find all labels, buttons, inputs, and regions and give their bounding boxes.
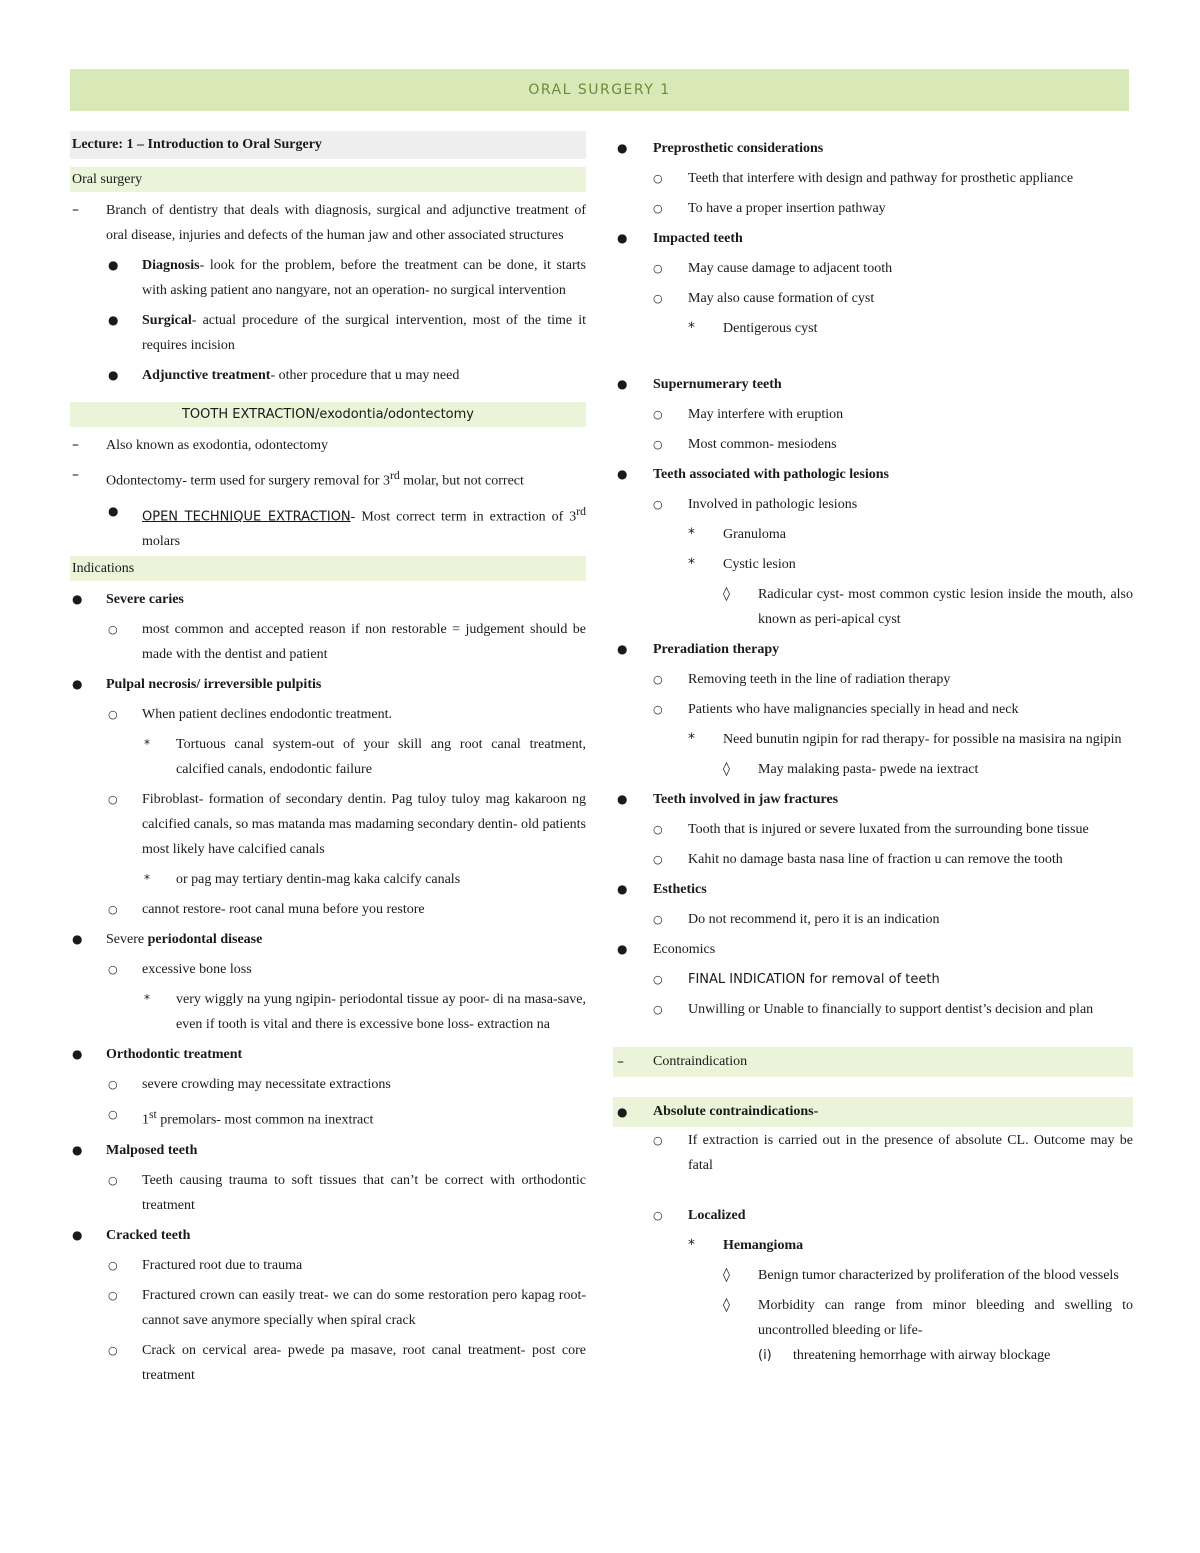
list-item: ● Severe caries (70, 587, 586, 612)
bullet-marker: ● (617, 792, 628, 806)
bullet-marker: ● (72, 932, 83, 947)
circle-marker: ○ (108, 1173, 118, 1187)
list-item: ● Teeth associated with pathologic lesions (613, 462, 1133, 487)
star-marker: * (688, 731, 695, 747)
circle-marker: ○ (108, 1108, 118, 1122)
section-tooth-extraction: TOOTH EXTRACTION/exodontia/odontectomy (70, 402, 586, 427)
circle-marker: ○ (653, 498, 663, 511)
bullet-marker: ● (617, 1105, 628, 1119)
dash-marker: – (72, 437, 79, 453)
list-item: – Branch of dentistry that deals with diagnosis, surgical and adjunctive treatment of oral disease, injuries and defects of the human jaw and other associated structures (70, 198, 586, 248)
dash-marker: – (617, 1054, 624, 1070)
list-item: ○ severe crowding may necessitate extractions (70, 1072, 586, 1097)
star-marker: * (144, 737, 150, 752)
list-item: ◊ Benign tumor characterized by proliferation of the blood vessels (613, 1263, 1133, 1288)
bullet-marker: ● (72, 1227, 83, 1242)
list-item: ● Diagnosis- look for the problem, before the treatment can be done, it starts with asking patient ano nangyare, not an operation- no surgical intervention (70, 253, 586, 303)
list-item: ● Economics (613, 937, 1133, 962)
list-item: ● OPEN TECHNIQUE EXTRACTION- Most correct term in extraction of 3rd molars (70, 499, 586, 555)
diamond-marker: ◊ (723, 761, 730, 777)
circle-marker: ○ (653, 703, 663, 716)
circle-marker: ○ (653, 1003, 663, 1016)
bullet-marker: ● (617, 882, 628, 896)
list-item: ● Cracked teeth (70, 1223, 586, 1248)
list-item: ○ most common and accepted reason if non restorable = judgement should be made with the dentist and patient (70, 617, 586, 667)
list-item: ○ Most common- mesiodens (613, 432, 1133, 457)
circle-marker: ○ (653, 1134, 663, 1147)
list-item: ○ 1st premolars- most common na inextract (70, 1102, 586, 1133)
section-oral-surgery: Oral surgery (70, 167, 586, 192)
list-item: ○ When patient declines endodontic treatment. (70, 702, 586, 727)
list-item: ○ Unwilling or Unable to financially to support dentist’s decision and plan (613, 997, 1133, 1022)
circle-marker: ○ (108, 903, 118, 917)
circle-marker: ○ (108, 623, 118, 637)
circle-marker: ○ (108, 1078, 118, 1092)
bullet-marker: ● (108, 503, 119, 518)
circle-marker: ○ (653, 1209, 663, 1222)
star-marker: * (688, 526, 695, 542)
bullet-marker: ● (72, 1047, 83, 1062)
roman-numeral-marker: (i) (758, 1348, 772, 1363)
bullet-marker: ● (72, 677, 83, 692)
list-item: ○ May interfere with eruption (613, 402, 1133, 427)
star-marker: * (144, 872, 150, 887)
list-item: ● Orthodontic treatment (70, 1042, 586, 1067)
list-item: ○ Fractured crown can easily treat- we can do some restoration pero kapag root- cannot save anymore specially when spiral crack (70, 1283, 586, 1333)
list-item: ● Pulpal necrosis/ irreversible pulpitis (70, 672, 586, 697)
list-item: ○ Teeth causing trauma to soft tissues that can’t be correct with orthodontic treatment (70, 1168, 586, 1218)
circle-marker: ○ (653, 292, 663, 305)
star-marker: * (688, 1237, 695, 1253)
list-item: * Tortuous canal system-out of your skill ang root canal treatment, calcified canals, endodontic failure (70, 732, 586, 782)
list-item: ○ May cause damage to adjacent tooth (613, 256, 1133, 281)
page-title: ORAL SURGERY 1 (528, 82, 671, 98)
list-item: ○ Kahit no damage basta nasa line of fraction u can remove the tooth (613, 847, 1133, 872)
circle-marker: ○ (108, 1258, 118, 1272)
circle-marker: ○ (653, 823, 663, 836)
bullet-marker: ● (617, 141, 628, 155)
list-item: * or pag may tertiary dentin-mag kaka calcify canals (70, 867, 586, 892)
list-item: ● Severe periodontal disease (70, 927, 586, 952)
list-item: ○ To have a proper insertion pathway (613, 196, 1133, 221)
circle-marker: ○ (653, 262, 663, 275)
diamond-marker: ◊ (723, 1297, 730, 1313)
page-header-banner (70, 69, 1129, 111)
list-item: ○ If extraction is carried out in the presence of absolute CL. Outcome may be fatal (613, 1128, 1133, 1178)
bullet-marker: ● (617, 942, 628, 956)
bullet-marker: ● (72, 1142, 83, 1157)
circle-marker: ○ (653, 438, 663, 451)
list-item: ● Adjunctive treatment- other procedure that u may need (70, 363, 586, 388)
circle-marker: ○ (653, 202, 663, 215)
list-item: ○ Fibroblast- formation of secondary dentin. Pag tuloy tuloy mag kakaroon ng calcified canals, so mas matanda mas madaming secondary dentin- old patients most likely have calcified canals (70, 787, 586, 862)
list-item: * Dentigerous cyst (613, 316, 1133, 341)
diamond-marker: ◊ (723, 1267, 730, 1283)
list-item: * very wiggly na yung ngipin- periodontal tissue ay poor- di na masa-save, even if tooth is vital and there is excessive bone loss- extraction na (70, 987, 586, 1037)
circle-marker: ○ (108, 963, 118, 977)
star-marker: * (688, 556, 695, 572)
list-item: ● Supernumerary teeth (613, 372, 1133, 397)
left-column (70, 131, 586, 1393)
list-item: * Cystic lesion (613, 552, 1133, 577)
circle-marker: ○ (653, 853, 663, 866)
circle-marker: ○ (108, 708, 118, 722)
list-item: ● Preprosthetic considerations (613, 136, 1133, 161)
list-item: ● Teeth involved in jaw fractures (613, 787, 1133, 812)
right-column (613, 136, 1133, 1373)
circle-marker: ○ (108, 793, 118, 807)
list-item: (i) threatening hemorrhage with airway blockage (613, 1343, 1133, 1368)
list-item: ○ Teeth that interfere with design and pathway for prosthetic appliance (613, 166, 1133, 191)
list-item: ◊ May malaking pasta- pwede na iextract (613, 757, 1133, 782)
diamond-marker: ◊ (723, 586, 730, 602)
list-item: ● Surgical- actual procedure of the surgical intervention, most of the time it requires incision (70, 308, 586, 358)
list-item: ○ Fractured root due to trauma (70, 1253, 586, 1278)
dash-marker: – (72, 202, 79, 218)
list-item: – Also known as exodontia, odontectomy (70, 433, 586, 458)
circle-marker: ○ (108, 1343, 118, 1357)
circle-marker: ○ (653, 913, 663, 926)
list-item: ○ May also cause formation of cyst (613, 286, 1133, 311)
list-item: * Need bunutin ngipin for rad therapy- for possible na masisira na ngipin (613, 727, 1133, 752)
star-marker: * (144, 992, 150, 1007)
list-item: ◊ Morbidity can range from minor bleeding and swelling to uncontrolled bleeding or life- (613, 1293, 1133, 1343)
section-contraindication: – Contraindication (613, 1047, 1133, 1077)
circle-marker: ○ (653, 172, 663, 185)
section-absolute-contraindications: ● Absolute contraindications- (613, 1097, 1133, 1127)
list-item: ○ FINAL INDICATION for removal of teeth (613, 967, 1133, 992)
list-item: * Hemangioma (613, 1233, 1133, 1258)
list-item: ◊ Radicular cyst- most common cystic lesion inside the mouth, also known as peri-apical cyst (613, 582, 1133, 632)
section-indications: Indications (70, 556, 586, 581)
list-item: ○ Patients who have malignancies specially in head and neck (613, 697, 1133, 722)
bullet-marker: ● (617, 231, 628, 245)
list-item: ● Esthetics (613, 877, 1133, 902)
list-item: ● Impacted teeth (613, 226, 1133, 251)
bullet-marker: ● (617, 642, 628, 656)
list-item: ○ excessive bone loss (70, 957, 586, 982)
list-item: ○ Do not recommend it, pero it is an indication (613, 907, 1133, 932)
circle-marker: ○ (653, 408, 663, 421)
circle-marker: ○ (653, 973, 663, 986)
star-marker: * (688, 320, 695, 336)
list-item: ○ Crack on cervical area- pwede pa masave, root canal treatment- post core treatment (70, 1338, 586, 1388)
dash-marker: – (72, 467, 79, 483)
list-item: * Granuloma (613, 522, 1133, 547)
list-item: ○ Localized (613, 1203, 1133, 1228)
circle-marker: ○ (108, 1288, 118, 1302)
list-item: ● Malposed teeth (70, 1138, 586, 1163)
list-item: ○ cannot restore- root canal muna before you restore (70, 897, 586, 922)
bullet-marker: ● (617, 467, 628, 481)
bullet-marker: ● (617, 377, 628, 391)
list-item: ○ Tooth that is injured or severe luxated from the surrounding bone tissue (613, 817, 1133, 842)
bullet-marker: ● (108, 258, 119, 272)
list-item: – Odontectomy- term used for surgery removal for 3rd molar, but not correct (70, 463, 586, 494)
circle-marker: ○ (653, 673, 663, 686)
lecture-title: Lecture: 1 – Introduction to Oral Surgery (70, 131, 586, 159)
list-item: ○ Involved in pathologic lesions (613, 492, 1133, 517)
bullet-marker: ● (108, 368, 119, 382)
list-item: ○ Removing teeth in the line of radiation therapy (613, 667, 1133, 692)
bullet-marker: ● (108, 313, 119, 327)
bullet-marker: ● (72, 592, 83, 607)
list-item: ● Preradiation therapy (613, 637, 1133, 662)
